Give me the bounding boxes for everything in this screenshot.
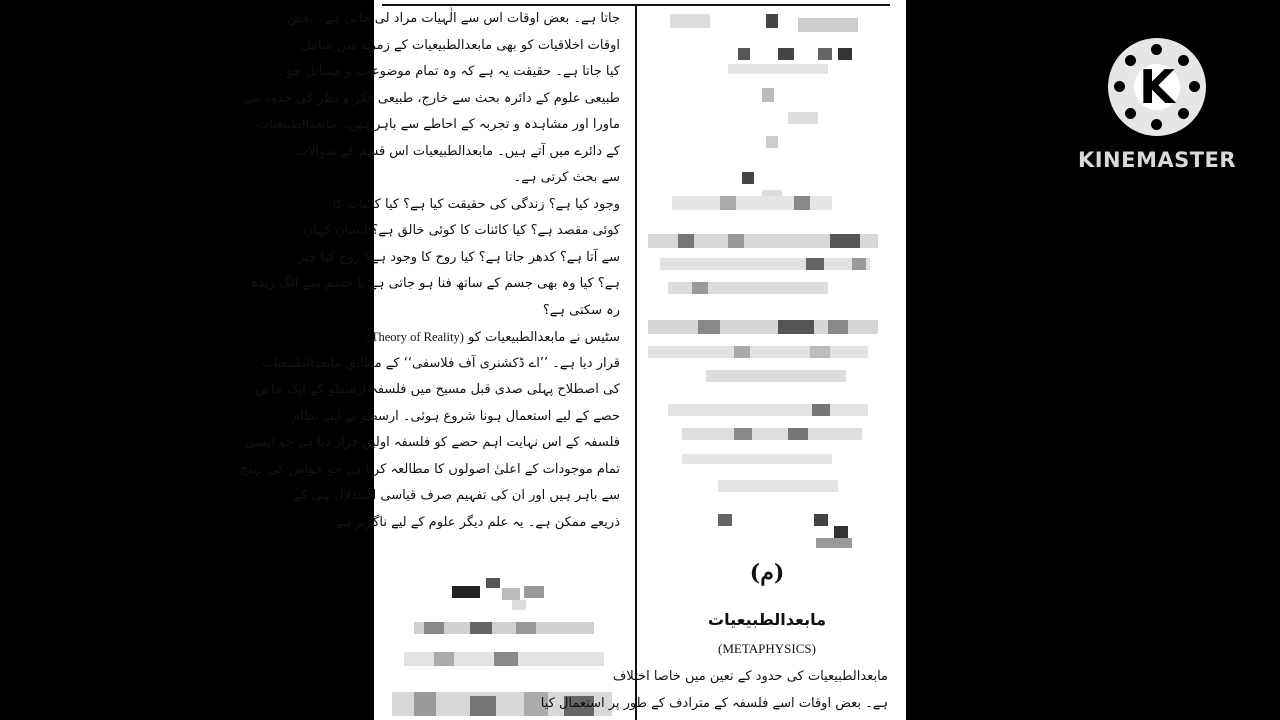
paragraph-line: حصے کے لیے استعمال ہونا شروع ہوئی۔ ارسطو نے اپنے نظام [291, 408, 620, 424]
paragraph-line: تمام موجودات کے اعلیٰ اصولوں کا مطالعہ کرتا ہے جو حواس کی پہنچ [239, 461, 620, 477]
paragraph-line: کی اصطلاح پہلی صدی قبل مسیح میں فلسفہ ارسطو کے ایک خاص [255, 382, 620, 397]
theory-of-reality-term: (Theory of Reality) [366, 330, 464, 344]
text-line: جاتا ہے۔ بعض اوقات اس سے الٰہیات مراد لی جاتی ہے۔ بعض [287, 11, 620, 26]
text-line: کے دائرے میں آتے ہیں۔ مابعدالطبیعیات اس قسم کے سوالات [295, 143, 620, 159]
text-line: مابعدالطبیعیات کی حدود کے تعین میں خاصا اختلاف [612, 669, 888, 684]
section-title-english: (METAPHYSICS) [718, 641, 816, 656]
paragraph-line: فلسفہ کے اس نہایت اہم حصے کو فلسفہ اولین قرار دیا ہے جو ایسی [245, 435, 620, 450]
text-line: طبیعی علوم کے دائرہ بحث سے خارج، طبیعی فکر و نظر کی حدود سے [242, 90, 620, 106]
text-line: ہے۔ بعض اوقات اسے فلسفہ کے مترادف کے طور پر استعمال کیا [540, 695, 888, 711]
paragraph-line: سے باہر ہیں اور ان کی تفہیم صرف قیاسی استدلال ہی کے [293, 488, 620, 503]
pixelated-region-right-top [638, 8, 906, 548]
stace-text: سٹیس نے مابعدالطبیعیات کو [468, 330, 620, 345]
pixelated-region-left-bottom [239, 0, 636, 720]
section-letter: (م) [749, 560, 785, 586]
kinemaster-logo-icon [1108, 38, 1206, 136]
question-line: وجود کیا ہے؟ زندگی کی حقیقت کیا ہے؟ کیا کائنات کا [332, 196, 620, 212]
question-line: کوئی مقصد ہے؟ کیا کائنات کا کوئی خالق ہے؟ انسان کہاں [303, 223, 620, 238]
question-line: ہے؟ کیا وہ بھی جسم کے ساتھ فنا ہو جاتی ہے یا جسم سے الگ زندہ [250, 276, 620, 291]
text-line: کیا جاتا ہے۔ حقیقت یہ ہے کہ وہ تمام موضوعات و مسائل جو [286, 64, 620, 79]
text-line: اوقات اخلاقیات کو بھی مابعدالطبیعیات کے زمرے میں شامل [301, 37, 620, 53]
text-line: ماورا اور مشاہدہ و تجربہ کے احاطے سے باہر ہیں۔ مابعدالطبیعیات [256, 117, 620, 132]
document-page [239, 0, 906, 720]
section-title: مابعدالطبیعیات [708, 610, 826, 629]
right-column-text [540, 664, 888, 717]
paragraph-line: ذریعے ممکن ہے۔ یہ علم دیگر علوم کے لیے ناگزیر ہے۔ [328, 514, 620, 530]
paragraph-line: قرار دیا ہے۔ ’’اے ڈکشنری آف فلاسفی‘‘ کے مطابق مابعدالطبیعیات [261, 355, 620, 371]
question-line: سے آتا ہے؟ کدھر جاتا ہے؟ کیا روح کا وجود ہے؟ روح کیا چیز [297, 249, 620, 265]
question-line: رہ سکتی ہے؟ [542, 302, 620, 318]
text-line: سے بحث کرتی ہے۔ [513, 170, 620, 185]
logo-letter: K [1139, 60, 1175, 114]
kinemaster-watermark: KINEMASTER [1077, 148, 1237, 172]
